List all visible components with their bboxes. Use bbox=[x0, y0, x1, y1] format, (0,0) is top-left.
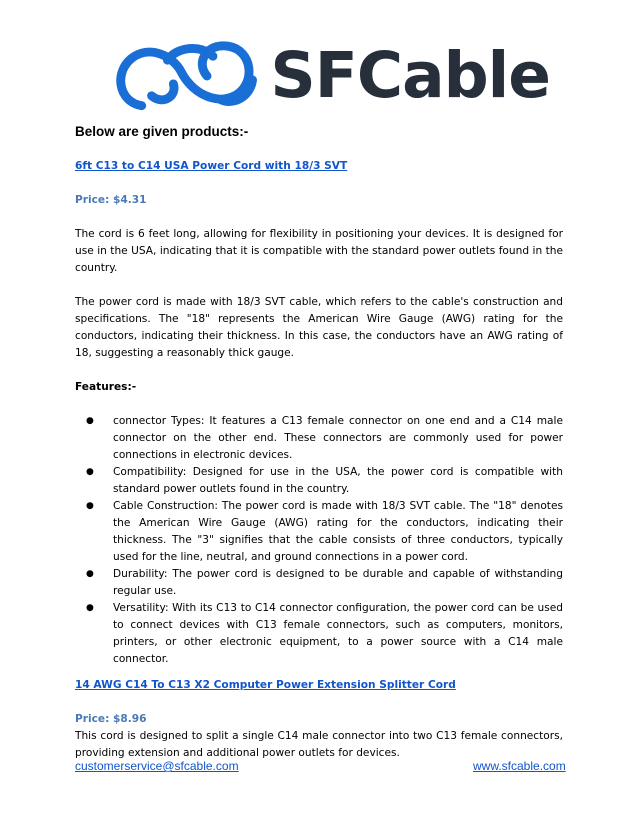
feature-item: ● Versatility: With its C13 to C14 connector configuration, the power cord can be used to connect devices with C13 female connectors, such as computers, monitors, printers, or other electronic equipment, to a power source with a C14 male connector. bbox=[86, 602, 563, 665]
feature-item: ● Durability: The power cord is designed to be durable and capable of withstanding regular use. bbox=[86, 568, 563, 597]
document-body bbox=[75, 158, 563, 762]
footer-email-link[interactable]: customerservice@sfcable.com bbox=[75, 759, 239, 773]
product1-price: Price: $4.31 bbox=[75, 194, 147, 206]
feature-item: ● Compatibility: Designed for use in the USA, the power cord is compatible with standard power outlets found in the country. bbox=[86, 466, 563, 495]
features-heading: Features:- bbox=[75, 381, 137, 393]
intro-heading: Below are given products:- bbox=[75, 124, 249, 139]
logo-text: SFCable bbox=[270, 38, 550, 112]
feature-item: ● connector Types: It features a C13 female connector on one end and a C14 male connector on the other end. These connectors are commonly used for power connections in electronic devices. bbox=[86, 415, 563, 461]
footer-website-link[interactable]: www.sfcable.com bbox=[473, 759, 566, 773]
bullet-icon: ● bbox=[86, 416, 94, 426]
bullet-icon: ● bbox=[86, 569, 94, 579]
product1-title-link[interactable]: 6ft C13 to C14 USA Power Cord with 18/3 SVT bbox=[75, 160, 348, 172]
feature-item: ● Cable Construction: The power cord is made with 18/3 SVT cable. The "18" denotes the American Wire Gauge (AWG) rating for the conductors, indicating their thickness. The "3" signifies that the cable consists of three conductors, typically used for the line, neutral, and ground connections in a power cord. bbox=[86, 500, 563, 563]
bullet-icon: ● bbox=[86, 603, 94, 613]
bullet-icon: ● bbox=[86, 467, 94, 477]
product1-paragraph-2: The power cord is made with 18/3 SVT cable, which refers to the cable's construction and specifications. The "18" represents the American Wire Gauge (AWG) rating for the conductors, indicating their thickness. In this case, the conductors have an AWG rating of 18, suggesting a reasonably thick gauge. bbox=[75, 296, 563, 359]
product2-title-link[interactable]: 14 AWG C14 To C13 X2 Computer Power Extension Splitter Cord bbox=[75, 679, 456, 691]
bullet-icon: ● bbox=[86, 501, 94, 511]
sfcable-logo bbox=[112, 36, 550, 114]
product1-paragraph-1: The cord is 6 feet long, allowing for flexibility in positioning your devices. It is designed for use in the USA, indicating that it is compatible with the standard power outlets found in the country. bbox=[75, 228, 563, 274]
product2-price: Price: $8.96 bbox=[75, 713, 147, 725]
sfcable-logo-icon bbox=[112, 36, 262, 114]
features-list bbox=[75, 413, 563, 668]
product2-paragraph-1: This cord is designed to split a single C14 male connector into two C13 female connectors, providing extension and additional power outlets for devices. bbox=[75, 730, 563, 759]
